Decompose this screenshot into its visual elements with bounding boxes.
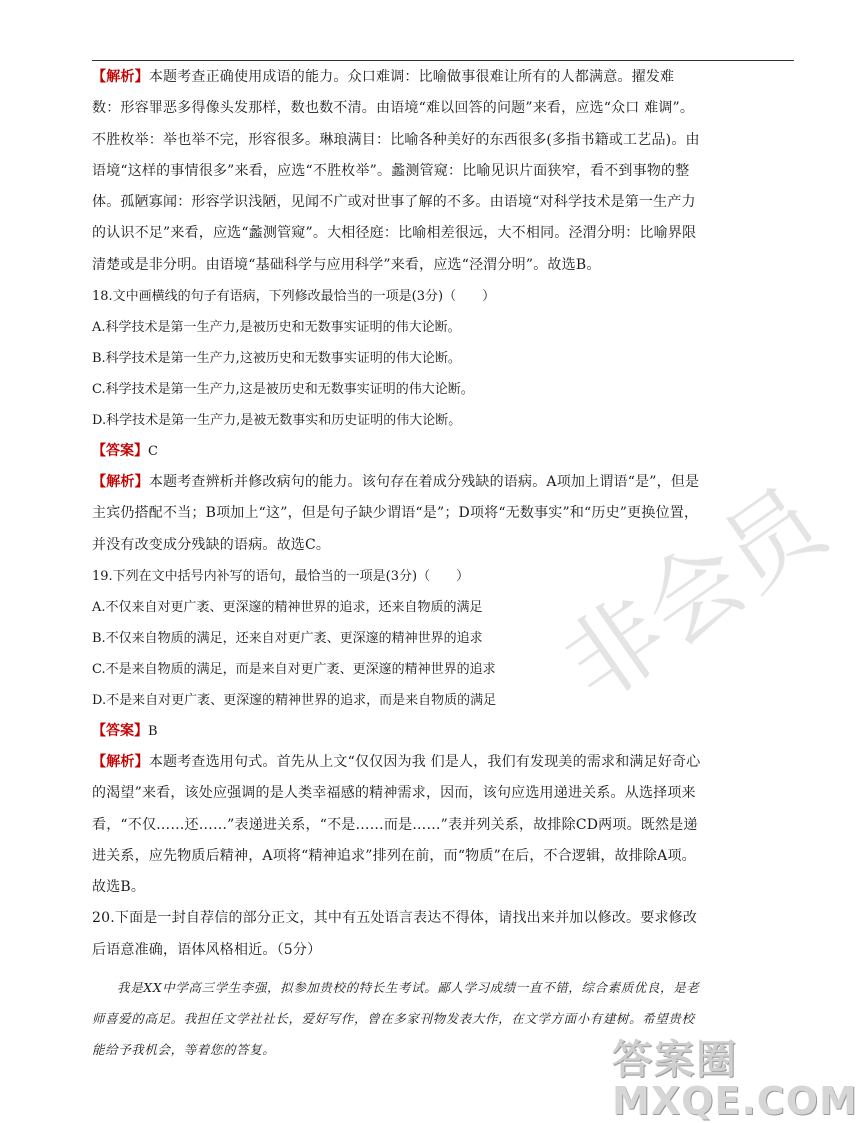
header-rule xyxy=(92,60,794,61)
q18-option-b: B.科学技术是第一生产力,这被历史和无数事实证明的伟大论断。 xyxy=(92,351,461,367)
analysis-tag: 【解析】 xyxy=(92,69,149,85)
q19-option-c: C.不是来自物质的满足，而是来自对更广袤、更深邃的精神世界的追求 xyxy=(92,661,496,677)
q19-answer xyxy=(92,716,702,747)
answer-value: B xyxy=(148,723,158,739)
analysis-text: 本题考查选用句式。首先从上文“仅仅因为我 们是人，我们有发现美的需求和满足好奇心的渴望”来看，该处应强调的是人类幸福感的精神需求，因而，该句应选用递进关系。从选择项来看，“不仅……还……”表递进关系，“不是……而是……”表并列关系，故排除CD两项。既然是递进关系，应先物质后精神，A项将“精神追求”排列在前，而“物质”在后，不合逻辑，故排除A项。故选B。 xyxy=(92,753,701,896)
q20-letter-box xyxy=(92,972,702,1065)
q18-answer xyxy=(92,436,702,467)
q18-option-a: A.科学技术是第一生产力,是被历史和无数事实证明的伟大论断。 xyxy=(92,320,461,336)
q18-analysis xyxy=(92,467,702,561)
analysis-text: 本题考查正确使用成语的能力。众口难调：比喻做事很难让所有的人都满意。擢发难数：形容罪恶多得像头发那样，数也数不清。由语境“难以回答的问题”来看，应选“众口 难调”。不胜枚举：举也举不完，形容很多。琳琅满目：比喻各种美好的东西很多(多指书籍或工艺品)。由语境“这样的事情很多”来看，应选“不胜枚举”。蠡测管窥：比喻见识片面狭窄，看不到事物的整体。孤陋寡闻：形容学识浅陋，见闻不广或对世事了解的不多。由语境“对科学技术是第一生产力的认识不足”来看，应选“蠡测管窥”。大相径庭：比喻相差很远，大不相同。泾渭分明：比喻界限清楚或是非分明。由语境“基础科学与应用科学”来看，应选“泾渭分明”。故选B。 xyxy=(92,69,700,273)
logo-bottom-text: MXQE.COM xyxy=(612,1079,858,1123)
logo-top-text: 答案圈 xyxy=(612,1037,738,1083)
q19-option-d: D.不是来自对更广袤、更深邃的精神世界的追求，而是来自物质的满足 xyxy=(92,692,497,708)
answer-tag: 【答案】 xyxy=(92,722,148,739)
analysis-tag: 【解析】 xyxy=(92,474,149,491)
q18-option-c: C.科学技术是第一生产力,这是被历史和无数事实证明的伟大论断。 xyxy=(92,382,474,398)
q19-option-a: A.不仅来自对更广袤、更深邃的精神世界的追求，还来自物质的满足 xyxy=(92,599,483,615)
q18-question: 18.文中画横线的句子有语病，下列修改最恰当的一项是(3分)（ ） xyxy=(92,289,496,305)
q20-letter: 我是XX中学高三学生李强，拟参加贵校的特长生考试。鄙人学习成绩一直不错，综合素质优良，是老师喜爱的高足。我担任文学社社长，爱好写作，曾在多家刊物发表大作，在文学方面小有建树。希望贵校能给予我机会，等着您的答复。 xyxy=(92,980,700,1058)
document-body xyxy=(92,62,702,1065)
analysis-text: 本题考查辨析并修改病句的能力。该句存在着成分残缺的语病。A项加上谓语“是”，但是主宾仍搭配不当；B项加上“这”，但是句子缺少谓语“是”；D项将“无数事实”和“历史”更换位置，并没有改变成分残缺的语病。故选C。 xyxy=(92,474,700,553)
q19-analysis xyxy=(92,747,702,903)
site-logo xyxy=(612,1028,858,1123)
q19-option-b: B.不仅来自物质的满足，还来自对更广袤、更深邃的精神世界的追求 xyxy=(92,630,483,646)
q18-option-d: D.科学技术是第一生产力,是被无数事实和历史证明的伟大论断。 xyxy=(92,413,462,429)
analysis-tag: 【解析】 xyxy=(92,753,149,770)
q19-question: 19.下列在文中括号内补写的语句，最恰当的一项是(3分)（ ） xyxy=(92,568,470,584)
watermark: 非会员 xyxy=(544,466,845,724)
q20-question: 20.下面是一封自荐信的部分正文，其中有五处语言表达不得体，请找出来并加以修改。要求修改后语意准确，语体风格相近。（5分） xyxy=(92,910,698,958)
answer-tag: 【答案】 xyxy=(92,443,148,460)
answer-value: C xyxy=(148,444,158,460)
q17-analysis xyxy=(92,62,702,281)
